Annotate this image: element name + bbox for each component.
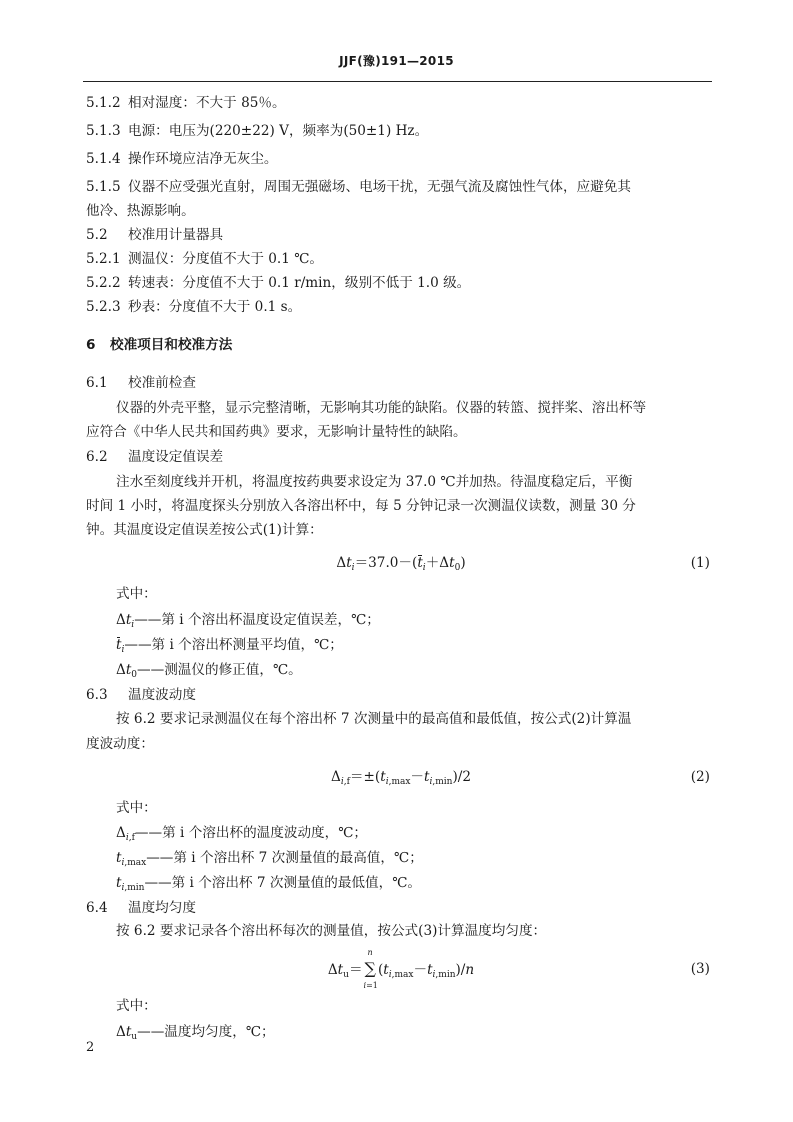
clause-text: 测温仪：分度值不大于 0.1 ℃。 [128,251,323,267]
definition-ti-max: $t_{i,max}——$第 i 个溶出杯 7 次测量值的最高值，℃； [116,850,423,868]
clause-number: 5.1.2 [86,95,121,111]
clause-number: 5.1.4 [86,151,121,167]
definition-text: ——第 i 个溶出杯测量平均值，℃； [124,637,343,653]
clause-number: 6.3 [86,687,108,703]
where-label-3: 式中： [116,998,157,1014]
clause-number: 5.2 [86,227,108,243]
clause-number: 5.2.3 [86,299,121,315]
summation-symbol: ∑ n i=1 [363,948,378,990]
definition-delta-ti: $\Delta t_i——$第 i 个溶出杯温度设定值误差，℃； [116,612,380,630]
clause-text: 校准用计量器具 [128,227,224,243]
section-6-heading [86,336,716,354]
clause-5-1-5 [86,178,716,196]
definition-text: ——第 i 个溶出杯 7 次测量值的最低值，℃。 [144,875,422,891]
document-header: JJF(豫)191—2015 [339,54,454,68]
clause-number: 6.1 [86,375,108,391]
section-number: 6 [86,337,96,353]
definition-ti-min: $t_{i,min}——$第 i 个溶出杯 7 次测量值的最低值，℃。 [116,875,422,893]
clause-number: 5.2.1 [86,251,121,267]
definition-text: ——第 i 个溶出杯的温度波动度，℃； [134,825,368,841]
definition-text: ——测温仪的修正值，℃。 [137,662,302,678]
formula-2-number: (2) [690,769,710,785]
paragraph-6-3-line-1: 按 6.2 要求记录测温仪在每个溶出杯 7 次测量中的最高值和最低值，按公式(2)计算温 [116,711,632,727]
clause-text: 操作环境应洁净无灰尘。 [128,151,278,167]
clause-5-2 [86,226,716,244]
definition-text: ——第 i 个溶出杯温度设定值误差，℃； [134,612,380,628]
clause-5-1-2 [86,94,716,112]
clause-5-1-5-continuation: 他冷、热源影响。 [86,203,195,219]
paragraph-6-4-line-1: 按 6.2 要求记录各个溶出杯每次的测量值，按公式(3)计算温度均匀度： [116,923,547,939]
section-title: 校准项目和校准方法 [110,337,233,353]
formula-3-number: (3) [690,961,710,977]
header-rule [83,81,712,82]
clause-5-1-3 [86,122,716,140]
formula-1 [86,554,716,572]
clause-5-2-3 [86,298,716,316]
formula-3 [86,948,716,990]
clause-6-2 [86,448,716,466]
formula-3-expression: $\Delta t_u=$ ∑ n i=1 $(t_{i,max}-t_{i,min})/n$ [327,948,475,990]
formula-2 [86,768,716,786]
clause-5-2-1 [86,250,716,268]
definition-text: ——第 i 个溶出杯 7 次测量值的最高值，℃； [146,850,423,866]
clause-text: 温度波动度 [128,687,196,703]
clause-text: 相对湿度：不大于 85％。 [128,95,286,111]
paragraph-6-3-line-2: 度波动度： [86,736,154,752]
formula-2-expression: $\Delta_{i,f}=\pm(t_{i,max}-t_{i,min})/2$ [331,769,471,787]
clause-number: 5.1.5 [86,179,121,195]
paragraph-6-2-line-3: 钟。其温度设定值误差按公式(1)计算： [86,522,323,538]
clause-number: 6.2 [86,449,108,465]
clause-text: 仪器不应受强光直射，周围无强磁场、电场干扰，无强气流及腐蚀性气体，应避免其 [128,179,631,195]
paragraph-6-1-line-2: 应符合《中华人民共和国药典》要求，无影响计量特性的缺陷。 [86,424,467,440]
where-label-2: 式中： [116,800,157,816]
clause-text: 秒表：分度值不大于 0.1 s。 [128,299,302,315]
clause-5-1-4 [86,150,716,168]
paragraph-6-1-line-1: 仪器的外壳平整，显示完整清晰，无影响其功能的缺陷。仪器的转篮、搅拌桨、溶出杯等 [116,400,647,416]
clause-number: 5.1.3 [86,123,121,139]
clause-number: 5.2.2 [86,275,121,291]
where-label-1: 式中： [116,586,157,602]
clause-5-2-2 [86,274,716,292]
formula-1-number: (1) [690,555,710,571]
paragraph-6-2-line-1: 注水至刻度线并开机，将温度按药典要求设定为 37.0 ℃并加热。待温度稳定后，平衡 [116,474,633,490]
clause-text: 校准前检查 [128,375,196,391]
clause-text: 温度均匀度 [128,900,196,916]
definition-ti-mean: $t_i——$第 i 个溶出杯测量平均值，℃； [116,637,343,655]
definition-delta-t0: $\Delta t_0——$测温仪的修正值，℃。 [116,662,302,680]
clause-text: 温度设定值误差 [128,449,224,465]
formula-1-expression: $\Delta t_i=37.0-(t_i+\Delta t_0)$ [336,555,466,573]
clause-number: 6.4 [86,900,108,916]
clause-6-1 [86,374,716,392]
clause-6-3 [86,686,716,704]
clause-text: 电源：电压为(220±22) V，频率为(50±1) Hz。 [128,123,429,139]
clause-text: 转速表：分度值不大于 0.1 r/min，级别不低于 1.0 级。 [128,275,471,291]
definition-delta-tu: $\Delta t_u——$温度均匀度，℃； [116,1024,275,1042]
definition-delta-if: $\Delta_{i,f}——$第 i 个溶出杯的温度波动度，℃； [116,825,368,843]
definition-text: ——温度均匀度，℃； [137,1024,275,1040]
clause-6-4 [86,899,716,917]
paragraph-6-2-line-2: 时间 1 小时，将温度探头分别放入各溶出杯中，每 5 分钟记录一次测温仪读数，测量 30 分 [86,498,636,514]
page-number: 2 [86,1040,95,1055]
